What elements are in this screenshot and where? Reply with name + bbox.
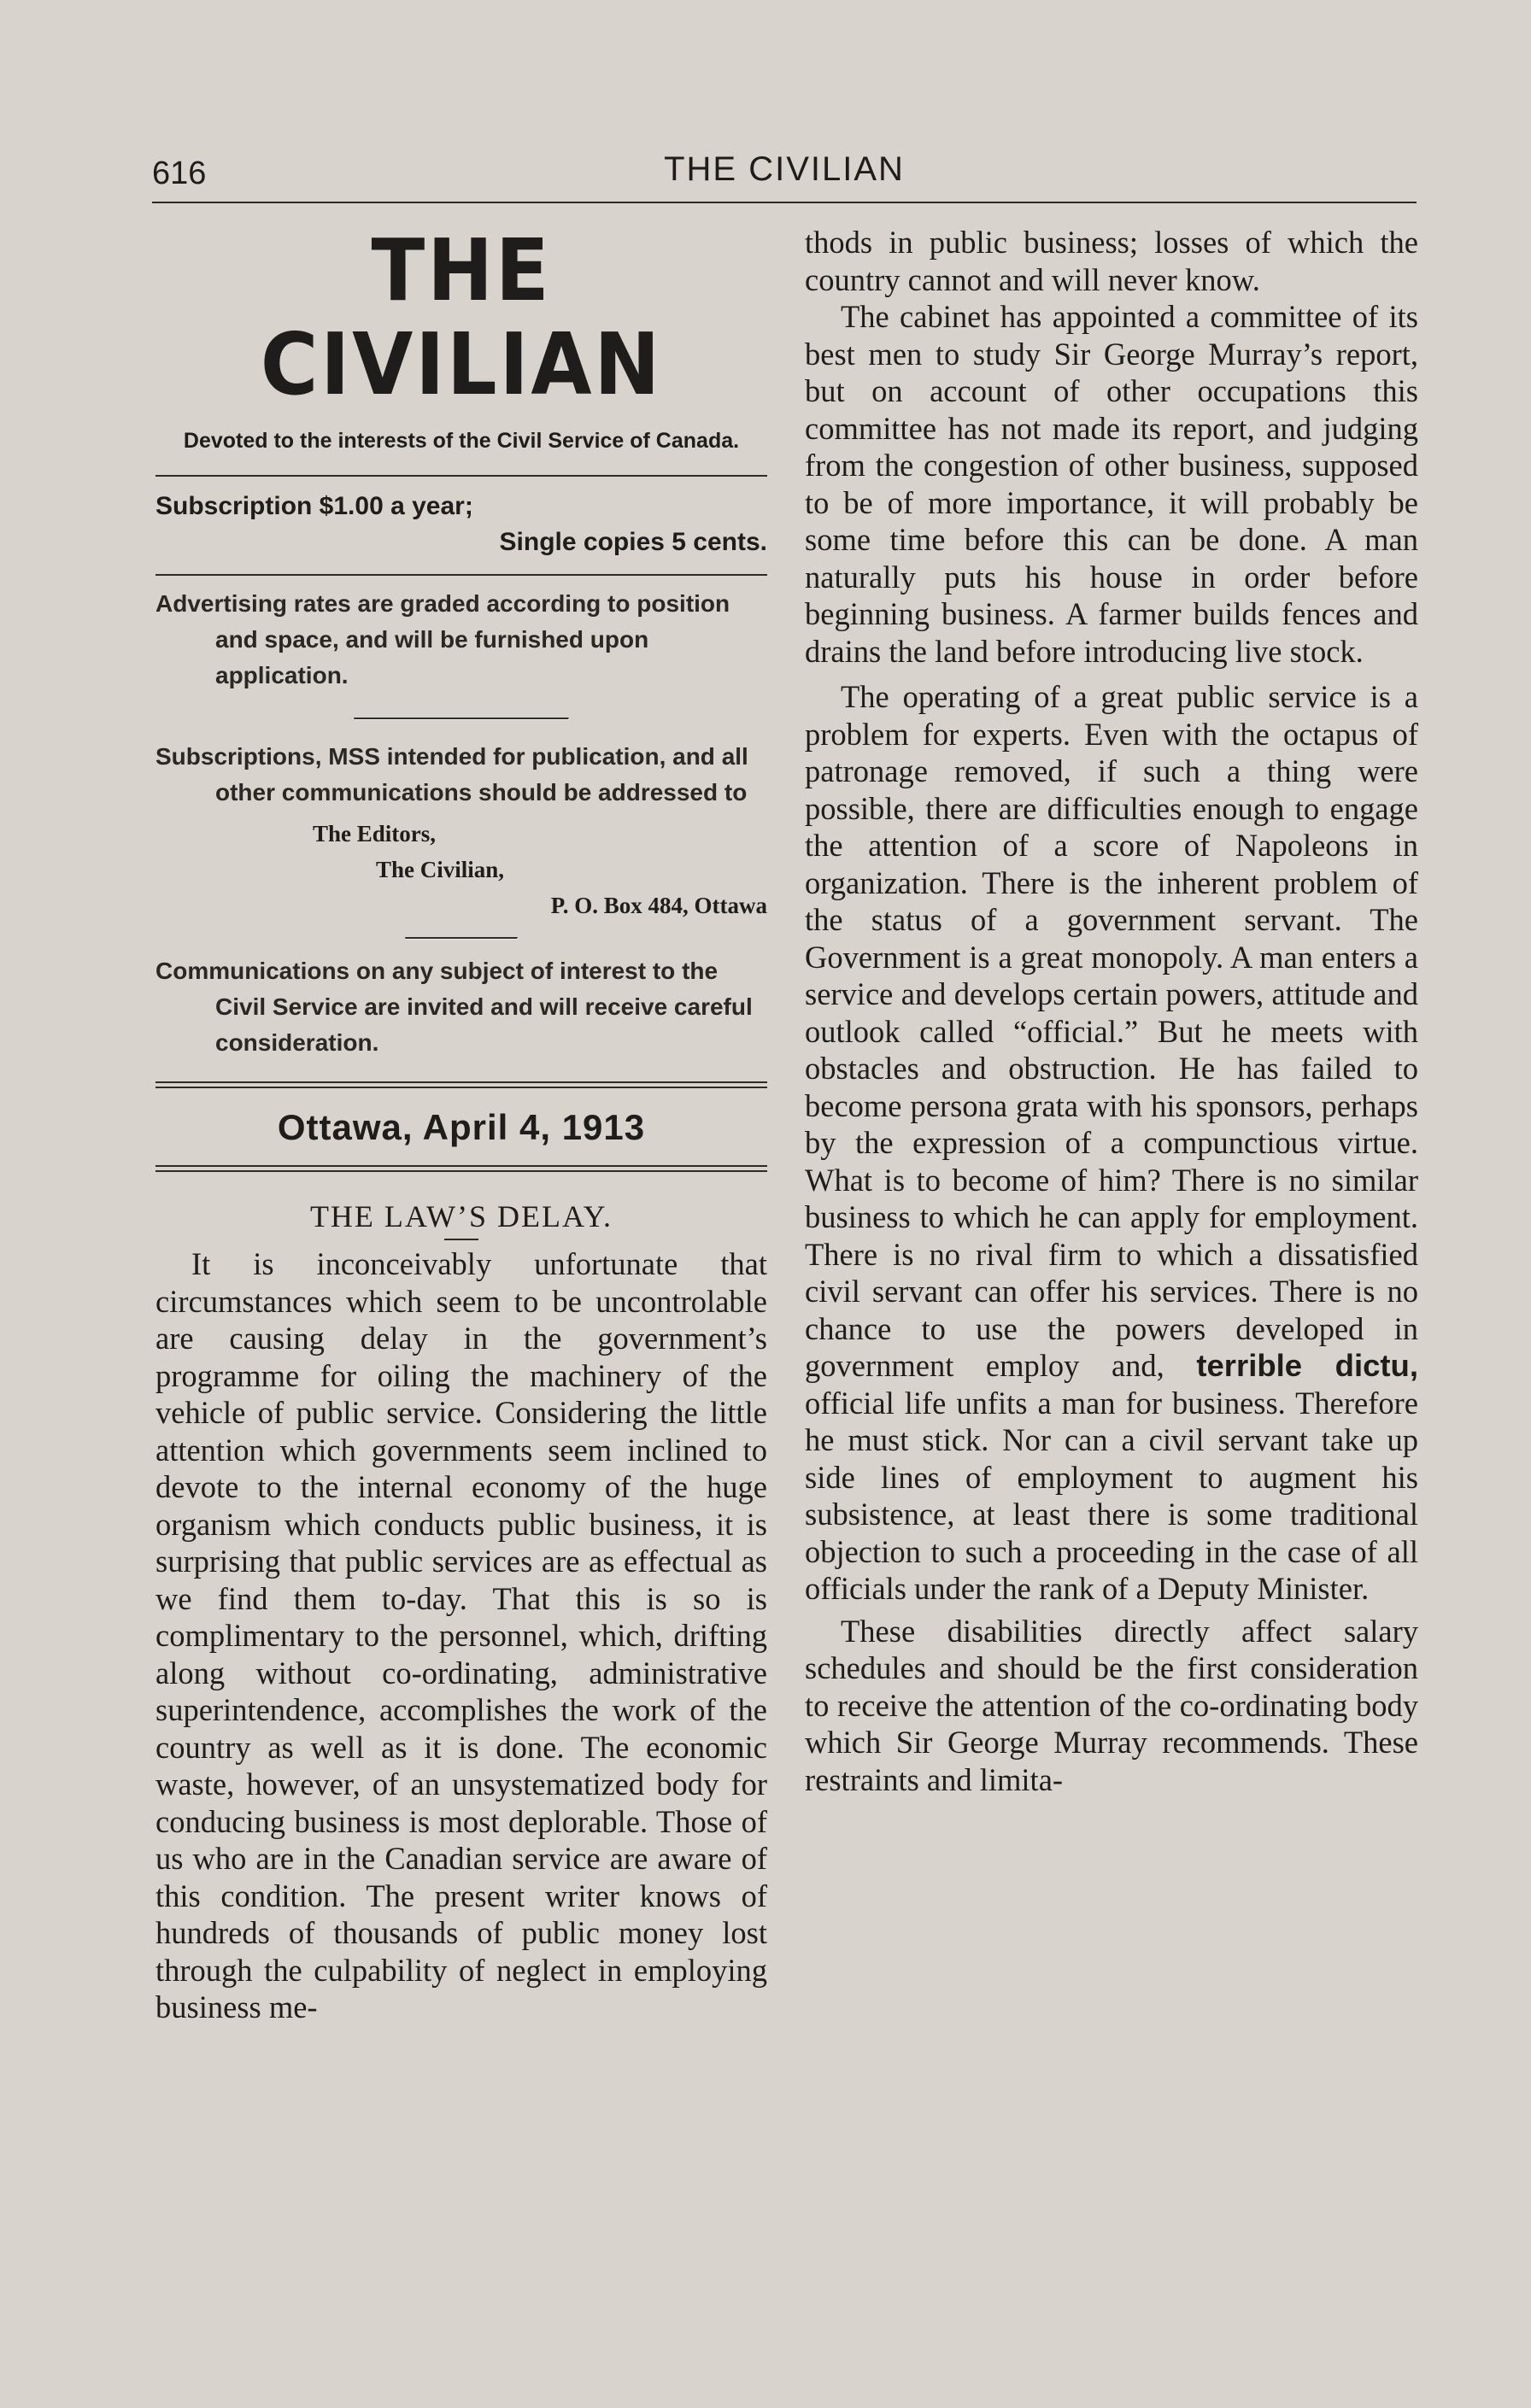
running-title: THE CIVILIAN bbox=[664, 150, 905, 188]
double-rule bbox=[155, 1165, 767, 1172]
subscription-block bbox=[155, 489, 767, 560]
page-header bbox=[152, 147, 1417, 198]
dateline: Ottawa, April 4, 1913 bbox=[277, 1107, 646, 1147]
advertising-notice: Advertising rates are graded according to position and space, and will be furnished upon application. bbox=[155, 590, 730, 688]
single-copy-price: Single copies 5 cents. bbox=[499, 528, 767, 556]
right-column bbox=[805, 224, 1418, 1798]
article-paragraph: thods in public business; losses of which the country cannot and will never know. bbox=[805, 225, 1418, 297]
masthead-subtitle: Devoted to the interests of the Civil Service of Canada. bbox=[183, 429, 740, 453]
editor-address bbox=[155, 816, 767, 923]
header-rule bbox=[152, 202, 1417, 203]
paragraph-text: official life unfits a man for business. Therefore he must stick. Nor can a civil servant take up side lines of employment to augment his subsistence, at least there is some traditional objection to such a proceeding in the case of all officials under the rank of a Deputy Minister. bbox=[805, 1385, 1418, 1606]
title-dash bbox=[444, 1239, 478, 1240]
article-paragraph: The cabinet has appointed a committee of its best men to study Sir George Murray’s report, but on account of other occupations this committee has not made its report, and judging from the congestion of other business, supposed to be of more importance, it will probably be some time before this can be done. A man naturally puts his house in order before beginning business. A farmer builds fences and drains the land before introducing live stock. bbox=[805, 299, 1418, 669]
left-column bbox=[155, 220, 767, 2026]
double-rule bbox=[155, 1081, 767, 1088]
submissions-notice: Subscriptions, MSS intended for publication, and all other communications should be addressed to bbox=[155, 743, 748, 806]
paragraph-text: The operating of a great public service is a problem for experts. Even with the octapus of patronage removed, if such a thing were possible, there are difficulties enough to engage the attention of a score of Napoleons in organization. There is the inherent problem of the status of a government servant. The Government is a great monopoly. A man enters a service and develops certain powers, attitude and outlook called “official.” But he meets with obstacles and obstruction. He has failed to become persona grata with his sponsors, perhaps by the expression of a compunctious virtue. What is to become of him? There is no similar business to which he can apply for employment. There is no rival firm to which a dissatisfied civil servant can offer his services. There is no chance to use the powers developed in government employ and, bbox=[805, 679, 1418, 1383]
latin-phrase: terrible dictu, bbox=[1196, 1348, 1418, 1383]
article-paragraph: It is inconceivably unfortunate that circumstances which seem to be uncontrolable are causing delay in the government’s programme for oiling the machinery of the vehicle of public service. Considering the little attention which governments seem inclined to devote to the internal economy of the huge organism which conducts public business, it is surprising that public services are as effectual as we find them to-day. That this is so is complimentary to the personnel, which, drifting along without co-ordinating, administrative superintendence, accomplishes the work of the country as well as it is done. The economic waste, however, of an unsystematized body for conducing business is most deplorable. Those of us who are in the Canadian service are aware of this condition. The present writer knows of hundreds of thousands of public money lost through the culpability of neglect in employing business me- bbox=[155, 1246, 767, 2024]
article-paragraph bbox=[805, 678, 1418, 1608]
masthead-title: THE CIVILIAN bbox=[260, 220, 663, 414]
address-line-3: P. O. Box 484, Ottawa bbox=[550, 893, 767, 918]
article-title: THE LAW’S DELAY. bbox=[309, 1199, 613, 1233]
address-line-2: The Civilian, bbox=[376, 857, 505, 882]
article-paragraph: These disabilities directly affect salary schedules and should be the first consideration to receive the attention of the co-ordinating body which Sir George Murray recommends. These restraints and limita- bbox=[805, 1613, 1418, 1797]
subscription-price: Subscription $1.00 a year; bbox=[155, 492, 473, 520]
address-line-1: The Editors, bbox=[313, 821, 437, 847]
page-number: 616 bbox=[152, 155, 207, 191]
communications-notice: Communications on any subject of interest to the Civil Service are invited and will receive careful consideration. bbox=[155, 958, 753, 1056]
